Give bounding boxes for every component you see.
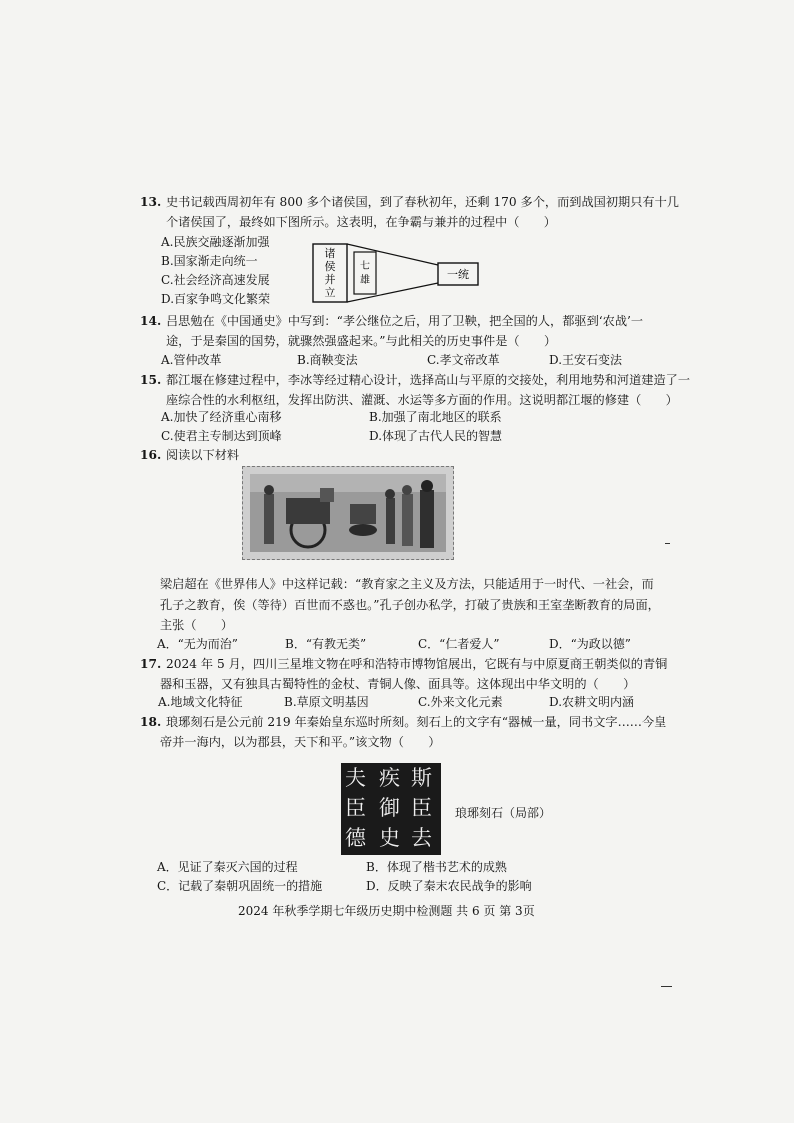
diagram-label-1c: 并 (324, 273, 336, 286)
q15-number: 15. (140, 373, 162, 387)
q15-text1: 都江堰在修建过程中，李冰等经过精心设计，选择高山与平原的交接处，利用地势和河道建造了一 (166, 373, 691, 387)
q16-number: 16. (140, 448, 162, 462)
q15-option-a[interactable]: A.加快了经济重心南移 (161, 410, 282, 424)
diagram-label-1d: 立 (324, 286, 336, 299)
q18-line1 (140, 712, 666, 732)
q14-option-a[interactable]: A.管仲改革 (161, 353, 222, 367)
langya-stele-image (341, 763, 441, 855)
q16-line-intro (140, 445, 239, 465)
q15-line2: 座综合性的水利枢纽，发挥出防洪、灌溉、水运等多方面的作用。这说明都江堰的修建（ ） (166, 393, 678, 407)
q16-option-c[interactable]: C．“仁者爱人” (418, 637, 500, 651)
scan-mark-1 (665, 543, 670, 544)
diagram-label-2b: 雄 (360, 275, 370, 286)
q13-option-d[interactable]: D.百家争鸣文化繁荣 (161, 292, 271, 306)
q18-option-d[interactable]: D．反映了秦末农民战争的影响 (366, 879, 532, 893)
q14-option-d[interactable]: D.王安石变法 (549, 353, 623, 367)
diagram-box-seven (354, 252, 376, 294)
q14-line2: 途，于是秦国的国势，就骤然强盛起来。”与此相关的历史事件是（ ） (166, 334, 557, 348)
q16-option-a[interactable]: A．“无为而治” (157, 637, 238, 651)
q17-option-d[interactable]: D.农耕文明内涵 (549, 695, 635, 709)
q13-number: 13. (140, 195, 162, 209)
stele-char-7: 夫 (345, 766, 366, 790)
q14-text1: 吕思勉在《中国通史》中写到：“孝公继位之后，用了卫鞅，把全国的人，都驱到‘农战’一 (166, 314, 644, 328)
q13-option-a[interactable]: A.民族交融逐渐加强 (161, 235, 270, 249)
q13-option-c[interactable]: C.社会经济高速发展 (161, 273, 270, 287)
q16-line1: 梁启超在《世界伟人》中这样记载：“教育家之主义及方法，只能适用于一时代、一社会，而 (160, 577, 654, 591)
q17-option-a[interactable]: A.地域文化特征 (158, 695, 243, 709)
q16-line2: 孔子之教育，俟（等待）百世而不惑也。”孔子创办私学，打破了贵族和王室垄断教育的局面， (160, 598, 660, 612)
q17-line2: 器和玉器，又有独具古蜀特性的金杖、青铜人像、面具等。这体现出中华文明的（ ） (160, 677, 636, 691)
q14-option-c[interactable]: C.孝文帝改革 (427, 353, 500, 367)
q18-option-a[interactable]: A．见证了秦灭六国的过程 (157, 860, 298, 874)
stele-char-4: 疾 (379, 766, 400, 790)
stele-char-8: 臣 (345, 796, 366, 820)
diagram-label-3: 一统 (447, 268, 469, 281)
q13-option-b[interactable]: B.国家渐走向统一 (161, 254, 258, 268)
q14-option-b[interactable]: B.商鞅变法 (297, 353, 358, 367)
q14-line1 (140, 311, 643, 331)
stele-char-6: 史 (379, 826, 400, 850)
q17-option-c[interactable]: C.外来文化元素 (418, 695, 503, 709)
diagram-label-2a: 七 (360, 261, 370, 272)
diagram-label-1a: 诸 (324, 247, 336, 260)
stele-char-5: 御 (379, 796, 400, 820)
q17-text1: 2024 年 5 月，四川三星堆文物在呼和浩特市博物馆展出，它既有与中原夏商王朝类似的青铜 (166, 657, 668, 671)
q13-line1 (140, 192, 679, 212)
stele-caption: 琅琊刻石（局部） (455, 806, 552, 820)
q18-text1: 琅琊刻石是公元前 219 年秦始皇东巡时所刻。刻石上的文字有“器械一量，同书文字……今皇 (166, 715, 667, 729)
stele-char-1: 斯 (411, 766, 432, 790)
q18-option-b[interactable]: B．体现了楷书艺术的成熟 (366, 860, 507, 874)
q15-line1 (140, 370, 690, 390)
q17-option-b[interactable]: B.草原文明基因 (284, 695, 369, 709)
q17-line1 (140, 654, 667, 674)
q15-option-d[interactable]: D.体现了古代人民的智慧 (369, 429, 503, 443)
q17-number: 17. (140, 657, 162, 671)
stele-char-3: 去 (411, 826, 432, 850)
q16-option-b[interactable]: B．“有教无类” (285, 637, 367, 651)
q18-line2: 帝并一海内，以为郡县，天下和平。”该文物（ ） (160, 735, 441, 749)
q16-option-d[interactable]: D．“为政以德” (549, 637, 631, 651)
stele-char-2: 臣 (411, 796, 432, 820)
scan-mark-2 (661, 986, 672, 987)
q16-intro: 阅读以下材料 (166, 448, 240, 462)
q14-number: 14. (140, 314, 162, 328)
stele-char-9: 德 (345, 826, 366, 850)
diagram-label-1b: 侯 (324, 260, 336, 273)
q15-option-b[interactable]: B.加强了南北地区的联系 (369, 410, 502, 424)
q13-text1: 史书记载西周初年有 800 多个诸侯国，到了春秋初年，还剩 170 多个，而到战国初期只有十几 (166, 195, 679, 209)
q18-number: 18. (140, 715, 162, 729)
q18-option-c[interactable]: C．记载了秦朝巩固统一的措施 (157, 879, 323, 893)
q15-option-c[interactable]: C.使君主专制达到顶峰 (161, 429, 282, 443)
unification-funnel-diagram (312, 243, 482, 305)
confucius-carriage-scene (250, 474, 446, 552)
q16-line3: 主张（ ） (160, 618, 234, 632)
page-footer: 2024 年秋季学期七年级历史期中检测题 共 6 页 第 3页 (238, 904, 535, 918)
confucius-stamp-image (242, 466, 454, 560)
q13-line2: 个诸侯国了，最终如下图所示。这表明，在争霸与兼并的过程中（ ） (166, 215, 556, 229)
